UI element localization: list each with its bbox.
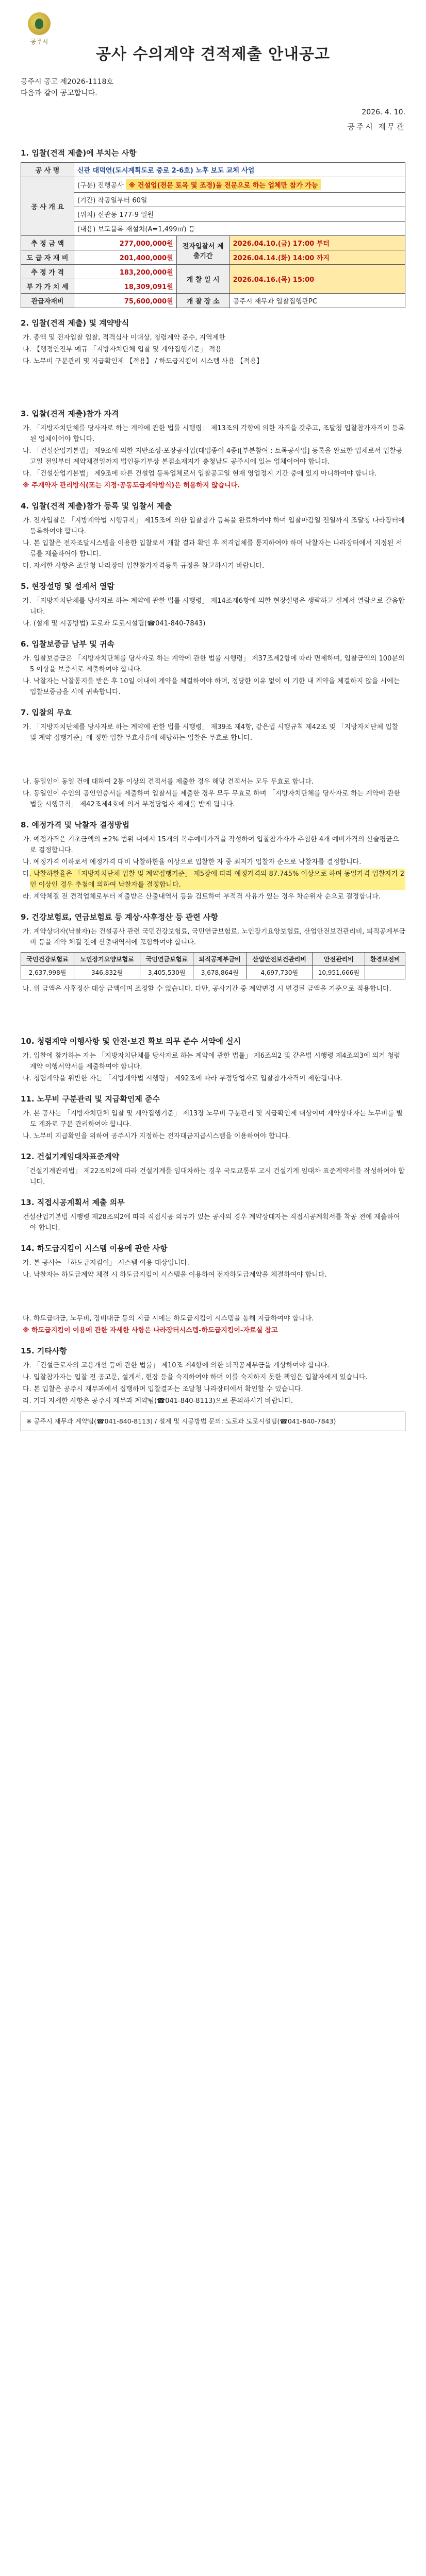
cost-value: 183,200,000원 bbox=[74, 265, 177, 279]
section-15-title: 15. 기타사항 bbox=[21, 1346, 67, 1355]
city-emblem-icon bbox=[28, 12, 51, 35]
project-label: 공 사 명 bbox=[21, 163, 74, 177]
section-11-item: 나. 노무비 지급확인을 위하여 공주시가 지정하는 전자대금지급시스템을 이용하여야 합니다. bbox=[23, 1132, 290, 1140]
section-2-item: 나. 【행정안전부 예규 「지방자치단체 입찰 및 계약집행기준」 적용 bbox=[23, 346, 222, 353]
section-15-item: 나. 입찰참가자는 입찰 전 공고문, 설계서, 현장 등을 숙지하여야 하며 이를 숙지하지 못한 책임은 입찰자에게 있습니다. bbox=[23, 1374, 368, 1381]
section-13-title: 13. 직접시공계획서 제출 의무 bbox=[21, 1198, 125, 1207]
section-8-item: 가. 예정가격은 기초금액의 ±2% 범위 내에서 15개의 복수예비가격을 작성하여 입찰참가자가 추첨한 4개 예비가격의 산술평균으로 결정합니다. bbox=[23, 836, 399, 854]
rate-value: 3,405,530원 bbox=[140, 966, 193, 979]
materials-label: 도 급 자 재 비 bbox=[21, 250, 74, 265]
scale-value: (위치) 신관동 177-9 일원 bbox=[74, 207, 405, 222]
section-6-item: 나. 낙찰자는 낙찰통지를 받은 후 10일 이내에 계약을 체결하여야 하며, 정당한 이유 없이 이 기한 내 계약을 체결하지 않을 시에는 입찰보증금을 시에 귀속합니다. bbox=[23, 677, 400, 696]
rate-value: 10,951,666원 bbox=[313, 966, 365, 979]
section-15-item: 가. 「건설근로자의 고용개선 등에 관한 법률」 제10조 제4항에 의한 퇴직공제부금을 계상하여야 합니다. bbox=[23, 1362, 330, 1369]
section-6-title: 6. 입찰보증금 납부 및 귀속 bbox=[21, 639, 114, 649]
section-7-item: 다. 동일인이 수인의 공인인증서를 제출하여 입찰서를 제출한 경우 모두 무효로 하며 「지방자치단체를 당사자로 하는 계약에 관한 법률 시행규칙」 제42조제4호에 의거 부정당업자 제재를 받게 됩니다. bbox=[23, 790, 401, 808]
logo-text: 공주시 bbox=[30, 38, 48, 45]
budget-value: 277,000,000원 bbox=[74, 236, 177, 250]
section-8-title: 8. 예정가격 및 낙찰자 결정방법 bbox=[21, 820, 129, 829]
rate-header: 퇴직공제부금비 bbox=[193, 953, 247, 966]
rate-header: 환경보전비 bbox=[365, 953, 405, 966]
gov-materials-value: 75,600,000원 bbox=[74, 294, 177, 308]
section-5-item: 가. 「지방자치단체를 당사자로 하는 계약에 관한 법률 시행령」 제14조제6항에 의한 현장설명은 생략하고 설계서 열람으로 갈음합니다. bbox=[23, 597, 405, 616]
section-3-item: 다. 「건설산업기본법」 제9조에 따른 건설업 등록업체로서 입찰공고일 현재 영업정지 기간 중에 있지 아니하여야 합니다. bbox=[23, 470, 377, 478]
section-2-item: 다. 노무비 구분관리 및 지급확인제 【적용】 / 하도급지킴이 시스템 사용 【적용】 bbox=[23, 358, 264, 365]
section-14-item: 다. 하도급대금, 노무비, 장비대금 등의 지급 시에는 하도급지킴이 시스템을 통해 지급하여야 합니다. bbox=[23, 1315, 314, 1323]
section-14-note: ※ 하도급지킴이 이용에 관한 자세한 사항은 나라장터시스템-하도급지킴이-자료실 참고 bbox=[23, 1327, 278, 1334]
section-4-item: 나. 본 입찰은 전자조달시스템을 이용한 입찰로서 개찰 결과 확인 후 적격업체를 통지하여야 하며 낙찰자는 나라장터에서 지정된 서류를 제출하여야 합니다. bbox=[23, 539, 402, 558]
section-4-item: 가. 전자입찰은 「지방계약법 시행규칙」 제15조에 의한 입찰참가 등록을 완료하여야 하며 입찰마감일 전일까지 조달청 나라장터에 등록하여야 합니다. bbox=[23, 517, 405, 535]
section-5-title: 5. 현장설명 및 설계서 열람 bbox=[21, 582, 114, 591]
opening-label: 개 찰 일 시 bbox=[176, 265, 230, 294]
opening-value: 2026.04.16.(목) 15:00 bbox=[230, 265, 405, 294]
section-3-item: 가. 「지방자치단체를 당사자로 하는 계약에 관한 법률 시행령」 제13조의 각항에 의한 자격을 갖추고, 조달청 입찰참가자격이 등록된 업체이어야 합니다. bbox=[23, 425, 405, 443]
section-2-item: 가. 총액 및 전자입찰 입찰, 적격심사 미대상, 청렴계약 준수, 지역제한 bbox=[23, 334, 225, 342]
section-7-title: 7. 입찰의 무효 bbox=[21, 708, 72, 717]
rate-value: 3,678,864원 bbox=[193, 966, 247, 979]
summary-label: 공 사 개 요 bbox=[21, 177, 74, 236]
section-3-title: 3. 입찰(견적 제출)참가 자격 bbox=[21, 409, 119, 418]
open-value: 2026.04.10.(금) 17:00 부터 bbox=[230, 236, 405, 250]
gov-materials-label: 관급자재비 bbox=[21, 294, 74, 308]
rate-header: 산업안전보건관리비 bbox=[247, 953, 313, 966]
section-14-title: 14. 하도급지킴이 시스템 이용에 관한 사항 bbox=[21, 1244, 168, 1253]
section-10-item: 나. 청렴계약을 위반한 자는 「지방계약법 시행령」 제92조에 따라 부정당업자로 입찰참가자격이 제한됩니다. bbox=[23, 1075, 342, 1082]
section-14-item: 나. 낙찰자는 하도급계약 체결 시 하도급지킴이 시스템을 이용하여 전자하도급계약을 체결하여야 합니다. bbox=[23, 1271, 327, 1279]
section-7-item: 나. 동일인이 동일 건에 대하여 2통 이상의 견적서를 제출한 경우 해당 견적서는 모두 무효로 합니다. bbox=[23, 778, 314, 786]
section-4-title: 4. 입찰(견적 제출)참가 등록 및 입찰서 제출 bbox=[21, 501, 172, 511]
period-value: (기간) 착공일부터 60일 bbox=[74, 193, 405, 207]
section-8-item: 다. 낙찰하한율은 「지방자치단체 입찰 및 계약집행기준」 제5장에 따라 예정가격의 87.745% 이상으로 하며 동일가격 입찰자가 2인 이상인 경우 추첨에 의하여 낙찰자를 결정합니다. bbox=[30, 869, 405, 890]
rate-header: 국민건강보험료 bbox=[21, 953, 74, 966]
section-3-item: 나. 「건설산업기본법」 제9조에 의한 지반조성·포장공사업(대업종이 4종)[부분참여 : 토목공사업] 등록을 완료한 업체로서 입찰공고일 전일부터 계약체결일까지 법인등기부상 본점소재지가 충청남도 공주시에 있는 업체이어야 합니다. bbox=[23, 447, 403, 466]
notice-body bbox=[21, 138, 405, 1431]
section-15-item: 라. 기타 자세한 사항은 공주시 재무과 계약팀(☎041-840-8113)으로 문의하시기 바랍니다. bbox=[23, 1397, 293, 1405]
issuing-agency: 공주시 재무관 bbox=[347, 122, 405, 131]
rate-value: 2,637,998원 bbox=[21, 966, 74, 979]
project-name: 신관 대덕연(도시계획도로 중로 2-6호) 노후 보도 교체 사업 bbox=[74, 163, 405, 177]
section-9-after: 나. 위 금액은 사후정산 대상 금액이며 조정할 수 없습니다. 다만, 공사기간 중 계약변경 시 변경된 금액을 기준으로 적용합니다. bbox=[23, 985, 391, 993]
notice-date: 2026. 4. 10. bbox=[362, 108, 405, 116]
section-11-title: 11. 노무비 구분관리 및 지급확인제 준수 bbox=[21, 1094, 160, 1104]
section-8-item: 나. 예정가격 이하로서 예정가격 대비 낙찰하한율 이상으로 입찰한 자 중 최저가 입찰자 순으로 낙찰자를 결정합니다. bbox=[23, 858, 362, 866]
vat-label: 부 가 가 치 세 bbox=[21, 279, 74, 294]
section-9-title: 9. 건강보험료, 연금보험료 등 계상·사후정산 등 관련 사항 bbox=[21, 912, 218, 922]
rate-header: 안전관리비 bbox=[313, 953, 365, 966]
section-15-item: 다. 본 입찰은 공주시 재무과에서 집행하며 입찰결과는 조달청 나라장터에서 확인할 수 있습니다. bbox=[23, 1385, 303, 1393]
vat-value: 18,309,091원 bbox=[74, 279, 177, 294]
section-1-title: 1. 입찰(견적 제출)에 부치는 사항 bbox=[21, 148, 137, 158]
place-value: 공주시 재무과 입찰집행관PC bbox=[230, 294, 405, 308]
section-10-title: 10. 청렴계약 이행사항 및 안전·보건 확보 의무 준수 서약에 실시 bbox=[21, 1037, 241, 1046]
notice-number: 공주시 공고 제2026-1118호 bbox=[21, 78, 113, 86]
materials-value: 201,400,000원 bbox=[74, 250, 177, 265]
section-5-item: 나. (설계 및 시공방법) 도로과 도로시설팀(☎041-840-7843) bbox=[23, 620, 206, 628]
section-11-item: 가. 본 공사는 「지방자치단체 입찰 및 계약집행기준」 제13장 노무비 구분관리 및 지급확인제 대상이며 계약상대자는 노무비를 별도 계좌로 구분 관리하여야 합니다. bbox=[23, 1110, 403, 1128]
section-7-item: 가. 「지방자치단체를 당사자로 하는 계약에 관한 법률 시행령」 제39조 제4항, 같은법 시행규칙 제42조 및 「지방자치단체 입찰 및 계약 집행기준」에 정한 입찰 무효사유에 해당하는 입찰은 무효로 합니다. bbox=[23, 723, 399, 742]
contact-box: ※ 공주시 재무과 계약팀(☎041-840-8113) / 설계 및 시공방법 문의: 도로과 도로시설팀(☎041-840-7843) bbox=[21, 1412, 405, 1431]
section-14-item: 가. 본 공사는 「하도급지킴이」 시스템 이용 대상입니다. bbox=[23, 1259, 189, 1267]
close-value: 2026.04.14.(화) 14:00 까지 bbox=[230, 250, 405, 265]
section-4-item: 다. 자세한 사항은 조달청 나라장터 입찰참가자격등록 규정을 참고하시기 바랍니다. bbox=[23, 562, 265, 570]
content-value: (내용) 보도블록 재설치(A=1,499㎡) 등 bbox=[74, 222, 405, 236]
section-10-item: 가. 입찰에 참가하는 자는 「지방자치단체를 당사자로 하는 계약에 관한 법률」 제6조의2 및 같은법 시행령 제4조의3에 의거 청렴계약 이행서약서를 제출하여야 합니다. bbox=[23, 1052, 401, 1071]
section-12-item: 「건설기계관리법」 제22조의2에 따라 건설기계를 임대차하는 경우 국토교통부 고시 건설기계 임대차 표준계약서를 작성하여야 합니다. bbox=[23, 1167, 405, 1186]
rate-value: 346,832원 bbox=[74, 966, 140, 979]
section-3-note: ※ 주계약자 관리방식(또는 지정·공동도급계약방식)은 허용하지 않습니다. bbox=[23, 482, 240, 489]
insurance-rates-table bbox=[21, 952, 405, 979]
place-label: 개 찰 장 소 bbox=[176, 294, 230, 308]
section-8-item: 라. 계약체결 전 견적업체로부터 제출받은 산출내역서 등을 검토하여 부적격 사유가 있는 경우 차순위자 순으로 결정합니다. bbox=[23, 893, 381, 901]
section-12-title: 12. 건설기계임대차표준계약 bbox=[21, 1152, 120, 1161]
location-label: (구분) 진행공사 bbox=[77, 182, 124, 190]
rate-header: 국민연금보험료 bbox=[140, 953, 193, 966]
rate-header: 노인장기요양보험료 bbox=[74, 953, 140, 966]
cost-label: 추 정 가 격 bbox=[21, 265, 74, 279]
page-title: 공사 수의계약 견적제출 안내공고 bbox=[95, 45, 331, 63]
section-13-item: 건설산업기본법 시행령 제28조의2에 따라 직접시공 의무가 있는 공사의 경우 계약상대자는 직접시공계획서를 착공 전에 제출하여야 합니다. bbox=[23, 1213, 400, 1232]
bid-info-table bbox=[21, 162, 405, 308]
open-label: 전자입찰서 제출기간 bbox=[176, 236, 230, 265]
section-2-title: 2. 입찰(견적 제출) 및 계약방식 bbox=[21, 318, 129, 328]
rate-value bbox=[365, 966, 405, 979]
section-9-intro: 가. 계약상대자(낙찰자)는 건설공사 관련 국민건강보험료, 국민연금보험료, 노인장기요양보험료, 산업안전보건관리비, 퇴직공제부금비 등을 계약 체결 전에 산출내역서에 포함하여야 합니다. bbox=[23, 928, 405, 946]
notice-intro: 다음과 같이 공고합니다. bbox=[21, 89, 97, 97]
rate-value: 4,697,730원 bbox=[247, 966, 313, 979]
qualification-warning: ※ 건설업(전문 토목 및 조경)을 전문으로 하는 업체만 참가 가능 bbox=[126, 179, 321, 190]
budget-label: 추 정 금 액 bbox=[21, 236, 74, 250]
section-6-item: 가. 입찰보증금은 「지방자치단체를 당사자로 하는 계약에 관한 법률 시행령」 제37조제2항에 따라 면제하며, 입찰금액의 100분의 5 이상을 보증서로 제출하여야 합니다. bbox=[23, 655, 405, 673]
